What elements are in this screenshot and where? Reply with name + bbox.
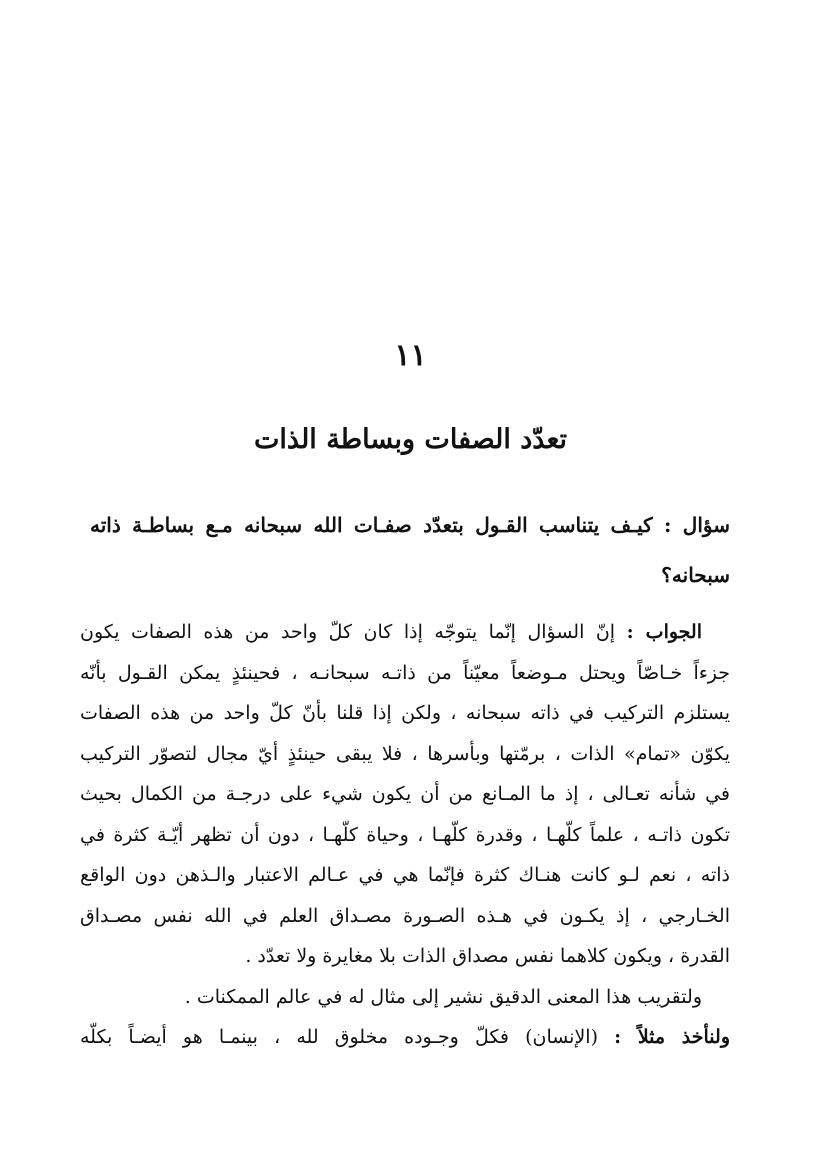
paragraph-3-lead: ولنأخذ مثلاً : <box>614 1026 730 1048</box>
answer-line-7: ذاته ، نعم لـو كانت هنـاك كثرة فإنّما هي في عـالم الاعتبار والـذهن دون الواقع <box>80 864 730 886</box>
answer-line-2: جزءاً خـاصّاً ويحتل مـوضعاً معيّناً من ذاتـه سبحانـه ، فحينئذٍ يمكن القـول بأنّه <box>80 661 730 684</box>
answer-line-9: القدرة ، ويكون كلاهما نفس مصداق الذات بلا مغايرة ولا تعدّد . <box>245 945 730 967</box>
answer-line-5: في شأنه تعـالى ، إذ ما المـانع من أن يكون شيء على درجـة من الكمال بحيث <box>80 783 730 805</box>
answer-label: الجواب : <box>626 621 702 643</box>
question-line-1 <box>90 500 730 550</box>
question-text-1: كيـف يتناسب القـول بتعدّد صفـات الله سبحانه مـع بساطـة ذاته <box>90 513 653 537</box>
paragraph-3-text: (الإنسان) فكلّ وجـوده مخلوق لله ، بينمـا هو أيضـاً بكلّه <box>80 1026 598 1048</box>
answer-line-4: يكوّن «تمام» الذات ، برمّتها وبأسرها ، فلا يبقى حينئذٍ أيّ مجال لتصوّر التركيب <box>80 742 730 765</box>
answer-line-6: تكون ذاتـه ، علماً كلّهـا ، وقدرة كلّهـا ، وحياة كلّهـا ، دون أن تظهر أيّـة كثرة في <box>80 823 730 846</box>
answer-block <box>80 612 730 1058</box>
question-block <box>90 500 730 600</box>
question-label: سؤال : <box>664 513 730 537</box>
chapter-number: ١١ <box>394 338 427 373</box>
chapter-title: تعدّد الصفات وبساطة الذات <box>253 424 568 455</box>
question-line-2: سبحانه؟ <box>661 563 730 587</box>
answer-text-1: إنّ السؤال إنّما يتوجّه إذا كان كلّ واحد من هذه الصفات يكون <box>80 621 616 643</box>
paragraph-2-line: ولتقريب هذا المعنى الدقيق نشير إلى مثال له في عالم الممكنات . <box>184 985 702 1008</box>
answer-line-8: الخـارجي ، إذ يكـون في هـذه الصـورة مصـداق العلم في الله نفس مصـداق <box>80 904 730 927</box>
answer-line-1 <box>80 612 730 653</box>
answer-line-3: يستلزم التركيب في ذاته سبحانه ، ولكن إذا قلنا بأنّ كلّ واحد من هذه الصفات <box>80 702 730 724</box>
paragraph-3-line-1 <box>80 1017 730 1058</box>
